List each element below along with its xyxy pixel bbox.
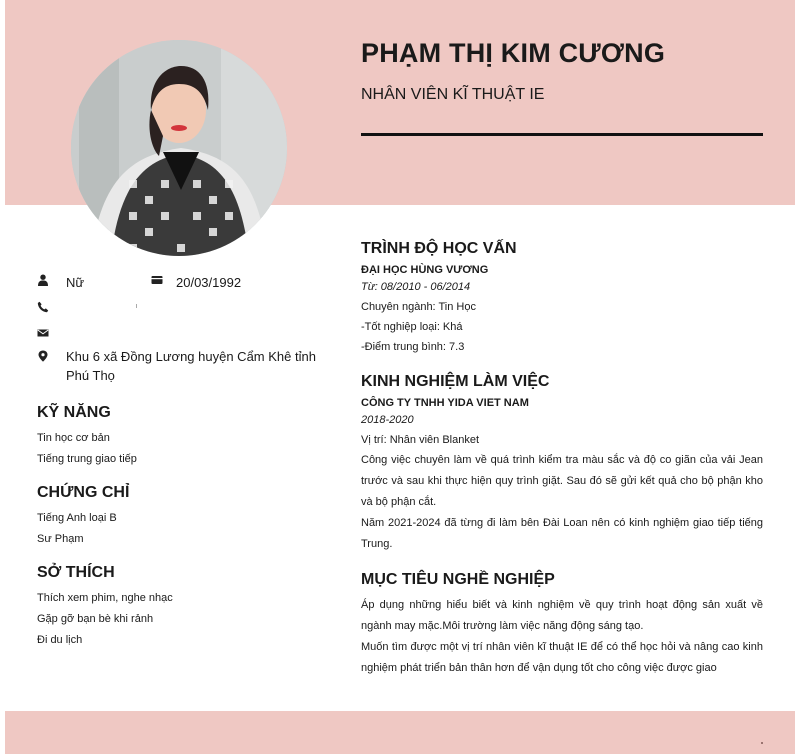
- experience-paragraph: Công việc chuyên làm về quá trình kiểm tra màu sắc và độ co giãn của vải Jean trước và sau khi thực hiện quy trình giặt. Sau đó sẽ gửi kết quả cho bộ phận kho và bộ phận cắt.: [361, 454, 763, 508]
- education-line: Chuyên ngành: Tin Học: [361, 301, 476, 313]
- person-icon: [37, 274, 49, 286]
- contact-address: [37, 346, 327, 390]
- experience-title: KINH NGHIỆM LÀM VIỆC: [361, 373, 550, 390]
- education-line: -Tốt nghiệp loại: Khá: [361, 321, 463, 333]
- experience-period: 2018-2020: [361, 414, 414, 426]
- footer-mark: [761, 742, 763, 744]
- hobbies-title: SỞ THÍCH: [37, 564, 115, 581]
- certificate-item: Sư Phạm: [37, 533, 84, 545]
- gender-value: Nữ: [66, 275, 85, 290]
- certificate-item: Tiếng Anh loại B: [37, 512, 117, 524]
- job-title: NHÂN VIÊN KĨ THUẬT IE: [361, 86, 545, 103]
- left-column: [37, 270, 327, 651]
- hobby-item: Đi du lịch: [37, 634, 83, 646]
- education-period: Từ: 08/2010 - 06/2014: [361, 281, 471, 293]
- calendar-icon: [151, 274, 163, 286]
- education-title: TRÌNH ĐỘ HỌC VẤN: [361, 240, 517, 257]
- address-value: Khu 6 xã Đồng Lương huyện Cẩm Khê tỉnh Phú Thọ: [66, 349, 316, 383]
- contact-phone: [37, 295, 327, 321]
- mail-icon: [37, 327, 49, 339]
- skills-title: KỸ NĂNG: [37, 404, 111, 421]
- header-divider: [361, 133, 763, 136]
- phone-mark: [136, 304, 137, 308]
- contact-gender-dob: [37, 270, 327, 295]
- skill-item: Tiếng trung giao tiếp: [37, 453, 137, 465]
- phone-icon: [37, 301, 49, 313]
- certificates-title: CHỨNG CHỈ: [37, 484, 130, 501]
- profile-photo: [71, 40, 287, 256]
- school-name: ĐẠI HỌC HÙNG VƯƠNG: [361, 264, 489, 276]
- experience-paragraph: Năm 2021-2024 đã từng đi làm bên Đài Loan nên có kinh nghiệm giao tiếp tiếng Trung.: [361, 517, 763, 550]
- objective-paragraph: Áp dụng những hiểu biết và kinh nghiệm về quy trình hoạt động sản xuất về ngành may mặc.Môi trường làm việc năng động sáng tạo.: [361, 599, 763, 632]
- experience-position: Vị trí: Nhân viên Blanket: [361, 434, 480, 446]
- candidate-name: PHẠM THỊ KIM CƯƠNG: [361, 38, 666, 68]
- skill-item: Tin học cơ bản: [37, 432, 110, 444]
- company-name: CÔNG TY TNHH YIDA VIET NAM: [361, 397, 529, 409]
- hobby-item: Thích xem phim, nghe nhạc: [37, 592, 173, 604]
- objective-title: MỤC TIÊU NGHỀ NGHIỆP: [361, 571, 555, 588]
- hobby-item: Gặp gỡ bạn bè khi rảnh: [37, 613, 154, 625]
- footer-band: [5, 711, 795, 754]
- right-column: [361, 240, 763, 679]
- education-line: -Điểm trung bình: 7.3: [361, 341, 465, 353]
- contact-email: [37, 321, 327, 346]
- dob-value: 20/03/1992: [176, 275, 242, 290]
- objective-paragraph: Muốn tìm được một vị trí nhân viên kĩ thuật IE để có thể học hỏi và nâng cao kinh nghiệm phát triển bản thân hơn để vận dụng tốt cho công việc được giao: [361, 641, 763, 674]
- location-icon: [37, 350, 49, 362]
